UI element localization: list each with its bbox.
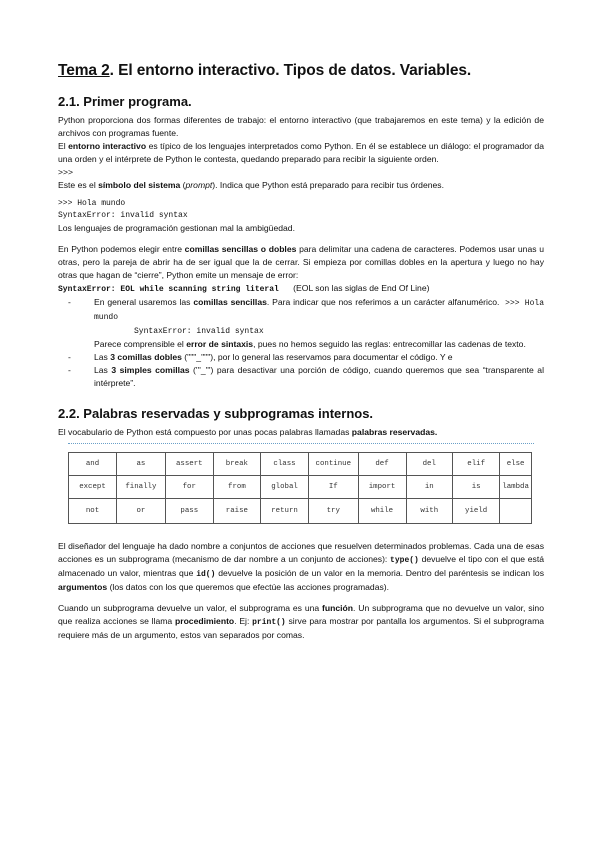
paragraph: Cuando un subprograma devuelve un valor, el subprograma es una función. Un subprograma que no devuelve un valor, sino que realiza acciones se llama procedimiento. Ej: print() sirve para mostrar por pantalla los argumentos. Si el subprograma requiere más de un argumento, estos van separados por comas. <box>58 603 545 640</box>
table-row <box>69 476 532 499</box>
table-cell: pass <box>165 499 213 524</box>
list-item: - Las 3 comillas dobles ("""_"""), por lo general las reservamos para documentar el código. Y e <box>68 352 453 362</box>
title-rest: . El entorno interactivo. Tipos de datos. Variables. <box>109 62 472 79</box>
table-cell: not <box>69 499 117 524</box>
bullet-list <box>58 296 544 390</box>
section-heading-2: 2.2. Palabras reservadas y subprogramas internos. <box>58 406 374 421</box>
table-cell: return <box>261 499 309 524</box>
table-cell: from <box>213 476 260 499</box>
paragraph: Los lenguajes de programación gestionan mal la ambigüedad. <box>58 223 295 233</box>
table-cell: global <box>261 476 309 499</box>
table-cell: import <box>358 476 406 499</box>
prompt-line: >>> <box>58 167 74 177</box>
paragraph: El diseñador del lenguaje ha dado nombre a conjuntos de acciones que resuelven determinados problemas. Cada una de esas acciones es un subprograma (mecanismo de dar nombre a un conjunto de acciones): type() devuelve el tipo con el que está almacenado un valor, mientras que id() devuelve la posición de un valor en la memoria. Dentro del paréntesis se indican los argumentos (los datos con los que queremos que efectúe las acciones programadas). <box>58 541 544 592</box>
table-cell: and <box>69 453 117 476</box>
table-cell: is <box>453 476 500 499</box>
table-cell: try <box>309 499 359 524</box>
table-cell: def <box>358 453 406 476</box>
table-cell: as <box>117 453 166 476</box>
table-cell: continue <box>309 453 359 476</box>
code-line: >>> Hola mundo <box>58 199 126 208</box>
paragraph: Python proporciona dos formas diferentes de trabajo: el entorno interactivo (que trabajaremos en este tema) y la edición de archivos con programas fuente. <box>58 115 544 138</box>
table-cell: while <box>358 499 406 524</box>
table-cell: If <box>309 476 359 499</box>
reserved-words-table <box>68 452 532 524</box>
code-line: SyntaxError: invalid syntax <box>58 211 188 220</box>
table-cell: del <box>406 453 452 476</box>
table-cell: with <box>406 499 452 524</box>
table-cell: for <box>165 476 213 499</box>
table-cell: yield <box>453 499 500 524</box>
list-item: - Las 3 simples comillas ('''_''') para desactivar una porción de código, cuando queremos que sea “transparente al intérprete”. <box>68 365 544 388</box>
table-row <box>69 453 532 476</box>
table-cell: lambda <box>500 476 532 499</box>
table-cell: break <box>213 453 260 476</box>
section-heading-1: 2.1. Primer programa. <box>58 94 192 109</box>
title-prefix: Tema 2 <box>58 62 110 79</box>
paragraph: En Python podemos elegir entre comillas sencillas o dobles para delimitar una cadena de caracteres. Podemos usar unas u otras, pero la pareja de abrir ha de ser igual que la de cerrar. Si empieza por comillas dobles en la apertura y luego no hay otras que hagan de “cierre”, Python emite un mensaje de error: SyntaxError: EOL while scanning string literal (EOL son las siglas de End Of Line) <box>58 244 544 294</box>
table-rule <box>68 443 534 446</box>
table-cell: elif <box>453 453 500 476</box>
table-cell: raise <box>213 499 260 524</box>
table-row <box>69 499 532 524</box>
paragraph: Este es el símbolo del sistema (prompt). Indica que Python está preparado para recibir tus órdenes. <box>58 180 444 190</box>
table-cell: assert <box>165 453 213 476</box>
table-cell: else <box>500 453 532 476</box>
document-page <box>58 62 544 642</box>
table-cell: class <box>261 453 309 476</box>
paragraph: El vocabulario de Python está compuesto por unas pocas palabras llamadas palabras reservadas. <box>58 427 438 437</box>
paragraph: El entorno interactivo es típico de los lenguajes interpretados como Python. En él se establece un diálogo: el programador da una orden y el intérprete de Python le contesta, quedando preparado para recibir la siguiente orden. <box>58 141 544 164</box>
table-cell: except <box>69 476 117 499</box>
table-cell <box>500 499 532 524</box>
table-cell: finally <box>117 476 166 499</box>
table-cell: in <box>406 476 452 499</box>
page-title <box>58 62 544 80</box>
table-cell: or <box>117 499 166 524</box>
list-item: - En general usaremos las comillas sencillas. Para indicar que nos referimos a un carácter alfanumérico. >>> Hola mundo SyntaxError: invalid syntax Parece comprensible el error de sintaxis, pues no hemos seguido las reglas: entrecomillar las cadenas de texto. <box>68 297 545 349</box>
